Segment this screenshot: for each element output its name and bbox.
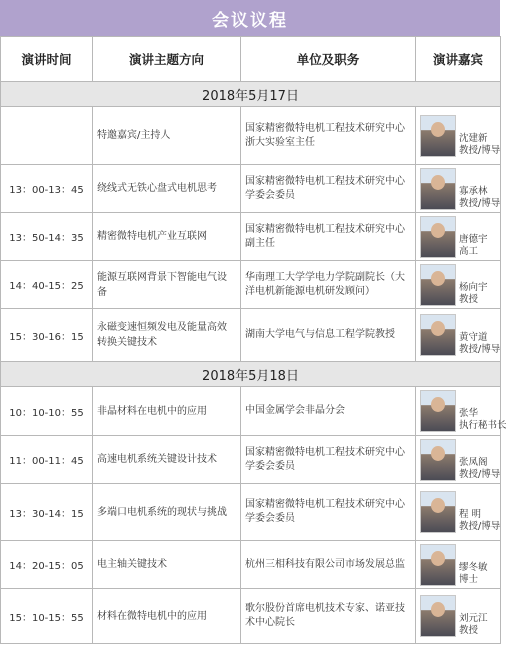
session-time: 10：10-10：55 xyxy=(1,387,93,436)
speaker-title: 教授 xyxy=(459,625,479,636)
agenda-row xyxy=(1,261,501,309)
speaker-title: 执行秘书长 xyxy=(459,420,507,431)
agenda-row xyxy=(1,165,501,213)
agenda-row xyxy=(1,436,501,484)
session-topic: 永磁变速恒频发电及能量高效转换关键技术 xyxy=(93,309,241,362)
speaker-affiliation: 歌尔股份首席电机技术专家、诺亚技术中心院长 xyxy=(241,589,416,644)
speaker-cell xyxy=(416,387,507,436)
header-row xyxy=(1,37,501,82)
speaker-photo xyxy=(420,390,456,432)
speaker-photo xyxy=(420,439,456,481)
agenda-row xyxy=(1,213,501,261)
agenda-row xyxy=(1,541,501,589)
speaker-cell xyxy=(416,589,501,644)
speaker-affiliation: 国家精密微特电机工程技术研究中心学委会委员 xyxy=(241,165,416,213)
date-row xyxy=(1,82,501,107)
session-time: 13：00-13：45 xyxy=(1,165,93,213)
agenda-row xyxy=(1,309,501,362)
session-time: 15：30-16：15 xyxy=(1,309,93,362)
session-topic: 电主轴关键技术 xyxy=(93,541,241,589)
session-topic: 材料在微特电机中的应用 xyxy=(93,589,241,644)
speaker-cell xyxy=(416,436,501,484)
agenda-row xyxy=(1,484,501,541)
agenda-row xyxy=(1,589,501,644)
session-topic: 精密微特电机产业互联网 xyxy=(93,213,241,261)
session-time xyxy=(1,107,93,165)
speaker-affiliation: 中国金属学会非晶分会 xyxy=(241,387,416,436)
header-speaker: 演讲嘉宾 xyxy=(416,37,501,82)
speaker-name: 缪冬敏 xyxy=(459,561,488,573)
speaker-cell xyxy=(416,213,501,261)
speaker-cell xyxy=(416,541,501,589)
session-topic: 多端口电机系统的现状与挑战 xyxy=(93,484,241,541)
session-topic: 非晶材料在电机中的应用 xyxy=(93,387,241,436)
speaker-title: 教授/博导 xyxy=(459,144,501,156)
session-time: 14：20-15：05 xyxy=(1,541,93,589)
speaker-affiliation: 华南理工大学学电力学院副院长（大洋电机新能源电机研发顾问） xyxy=(241,261,416,309)
speaker-title: 教授/博导 xyxy=(459,197,501,209)
session-topic: 特邀嘉宾/主持人 xyxy=(93,107,241,165)
speaker-name: 杨向宇 xyxy=(459,281,488,293)
speaker-name: 程 明 xyxy=(459,509,482,520)
session-time: 15：10-15：55 xyxy=(1,589,93,644)
speaker-photo xyxy=(420,115,456,157)
agenda-table xyxy=(0,36,507,644)
session-time: 14：40-15：25 xyxy=(1,261,93,309)
session-time: 13：50-14：35 xyxy=(1,213,93,261)
date-label: 2018年5月18日 xyxy=(1,362,501,387)
speaker-title: 教授/博导 xyxy=(459,344,501,355)
speaker-title: 博士 xyxy=(459,573,479,585)
session-time: 11：00-11：45 xyxy=(1,436,93,484)
speaker-title: 教授/博导 xyxy=(459,521,501,532)
speaker-photo xyxy=(420,544,456,586)
speaker-photo xyxy=(420,491,456,533)
speaker-title: 教授/博导 xyxy=(459,468,501,480)
speaker-name: 刘元江 xyxy=(459,613,488,624)
page-title: 会议议程 xyxy=(0,0,500,36)
date-label: 2018年5月17日 xyxy=(1,82,501,107)
speaker-name: 黄守道 xyxy=(459,332,488,343)
session-topic: 能源互联网背景下智能电气设备 xyxy=(93,261,241,309)
speaker-name: 唐德宇 xyxy=(459,233,488,245)
speaker-name: 寡承林 xyxy=(459,185,488,197)
header-org: 单位及职务 xyxy=(241,37,416,82)
speaker-cell xyxy=(416,107,501,165)
speaker-affiliation: 国家精密微特电机工程技术研究中心学委会委员 xyxy=(241,484,416,541)
speaker-name: 张凤阁 xyxy=(459,456,488,468)
speaker-affiliation: 湖南大学电气与信息工程学院教授 xyxy=(241,309,416,362)
speaker-title: 教授 xyxy=(459,293,479,305)
date-row xyxy=(1,362,501,387)
speaker-cell xyxy=(416,309,501,362)
speaker-photo xyxy=(420,264,456,306)
speaker-name: 沈建新 xyxy=(459,132,488,144)
speaker-cell xyxy=(416,165,501,213)
speaker-photo xyxy=(420,314,456,356)
speaker-affiliation: 国家精密微特电机工程技术研究中心副主任 xyxy=(241,213,416,261)
speaker-cell xyxy=(416,484,501,541)
session-topic: 高速电机系统关键设计技术 xyxy=(93,436,241,484)
session-time: 13：30-14：15 xyxy=(1,484,93,541)
speaker-affiliation: 国家精密微特电机工程技术研究中心学委会委员 xyxy=(241,436,416,484)
speaker-photo xyxy=(420,216,456,258)
session-topic: 绕线式无铁心盘式电机思考 xyxy=(93,165,241,213)
speaker-affiliation: 国家精密微特电机工程技术研究中心浙大实验室主任 xyxy=(241,107,416,165)
speaker-name: 张华 xyxy=(459,408,479,419)
speaker-photo xyxy=(420,595,456,637)
speaker-cell xyxy=(416,261,501,309)
speaker-title: 高工 xyxy=(459,245,479,257)
agenda-row xyxy=(1,107,501,165)
agenda-row xyxy=(1,387,501,436)
header-topic: 演讲主题方向 xyxy=(93,37,241,82)
header-time: 演讲时间 xyxy=(1,37,93,82)
speaker-photo xyxy=(420,168,456,210)
speaker-affiliation: 杭州三相科技有限公司市场发展总监 xyxy=(241,541,416,589)
